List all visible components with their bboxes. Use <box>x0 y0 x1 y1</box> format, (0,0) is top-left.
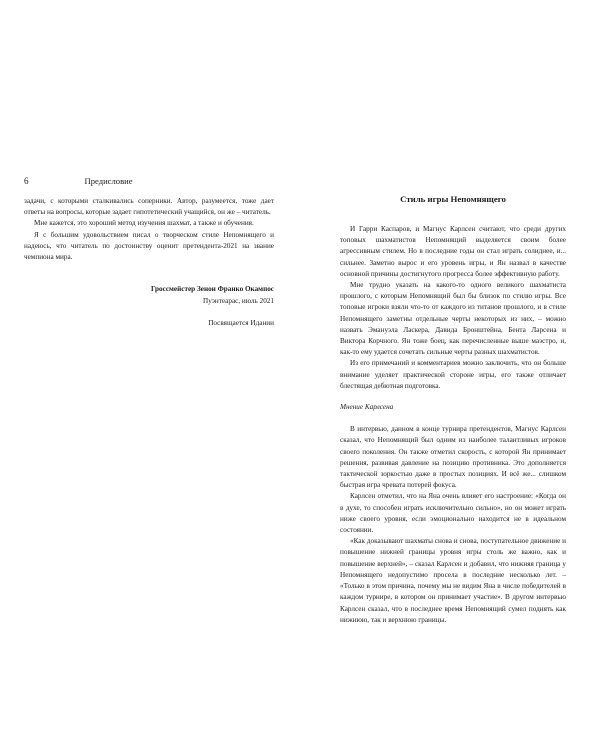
subheading: Мнение Карлсена <box>340 403 394 412</box>
author-signature: Гроссмейстер Зенон Франко Окампос <box>150 285 274 293</box>
preface-paragraph: задачи, с которыми сталкивались соперники. Автор, разумеется, тоже дает ответы на вопросы, которые задает гипотетический учащийся, он же – читатель. <box>24 197 274 217</box>
dedication: Посвящается Идании <box>208 318 274 327</box>
body-paragraph: Мне трудно указать на какого-то одного великого шахматиста прошлого, с которым Непомнящий был бы близок по стилю игры. Все топовые игроки взяли что-то от каждого из титанов прошлого, и в стиле Непомнящего заметны отдельные черты некоторых из них, – можно назвать Эмануэла Ласкера, Давида Бронштейна, Бента Ларсена и Виктора Корчного. Ян тоже боец, как перечисленные выше маэстро, и, как-то ему удается сочетать сильные черты разных шахматистов. <box>340 281 566 357</box>
chapter-text <box>340 224 566 626</box>
place-date: Пуэнтеарас, июль 2021 <box>203 296 274 305</box>
page-number: 6 <box>24 176 29 186</box>
running-head <box>24 176 133 186</box>
preface-text <box>24 196 274 263</box>
body-paragraph: «Как доказывают шахматы снова и снова, поступательное движение и повышение нижней границы уровня игры столь же важно, как и повышение верхней», – сказал Карлсен и добавил, что нижняя граница у Непомнящего недопустимо просела в последние несколько лет. – «Только в этом причина, почему мы не видим Яна в числе победителей в каждом турнире, в котором он принимает участие». В другом интервью Карлсен сказал, что в последнее время Непомнящий сумел поднять как нижнюю, так и верхнюю границы. <box>340 537 566 624</box>
chapter-title: Стиль игры Непомнящего <box>400 194 506 204</box>
right-page <box>300 0 600 750</box>
body-paragraph: В интервью, данном в конце турнира претендентов, Магнус Карлсен сказал, что Непомнящий был одним из наиболее талантливых игроков своего поколения. Он также отметил скорость, с которой Ян принимает решения, развивая давление на позицию противника. Это дополняется тактической зоркостью даже в простых позициях. И всё же... слишком быстрая игра чревата потерей фокуса. <box>340 425 566 490</box>
body-paragraph: Карлсен отметил, что на Яна очень влияет его настроение: «Когда он в духе, то способен играть исключительно сильно», но он может играть ниже своего уровня, если эмоционально находится не в идеальном состоянии. <box>340 492 566 535</box>
section-title: Предисловие <box>84 176 133 186</box>
body-paragraph: Из его примечаний и комментариев можно заключить, что он больше внимание уделяет практической стороне игры, его также отличает блестящая дебютная подготовка. <box>340 359 566 390</box>
preface-paragraph: Мне кажется, это хороший метод изучения шахмат, а также и обучения. <box>34 219 254 228</box>
body-paragraph: И Гарри Каспаров, и Магнус Карлсен считают, что среди других топовых шахматистов Непомнящий выделяется своим более агрессивным стилем. Но в последние годы он стал играть солиднее, и... сильнее. Заметно вырос и его уровень игры, и Ян назвал в качестве основной причины достигнутого прогресса более эффективную работу. <box>340 225 566 278</box>
signature-block <box>24 284 274 329</box>
preface-paragraph: Я с большим удовольствием писал о творческом стиле Непомнящего и надеюсь, что читатель по достоинству оценит претендента-2021 на звание чемпиона мира. <box>24 230 274 262</box>
